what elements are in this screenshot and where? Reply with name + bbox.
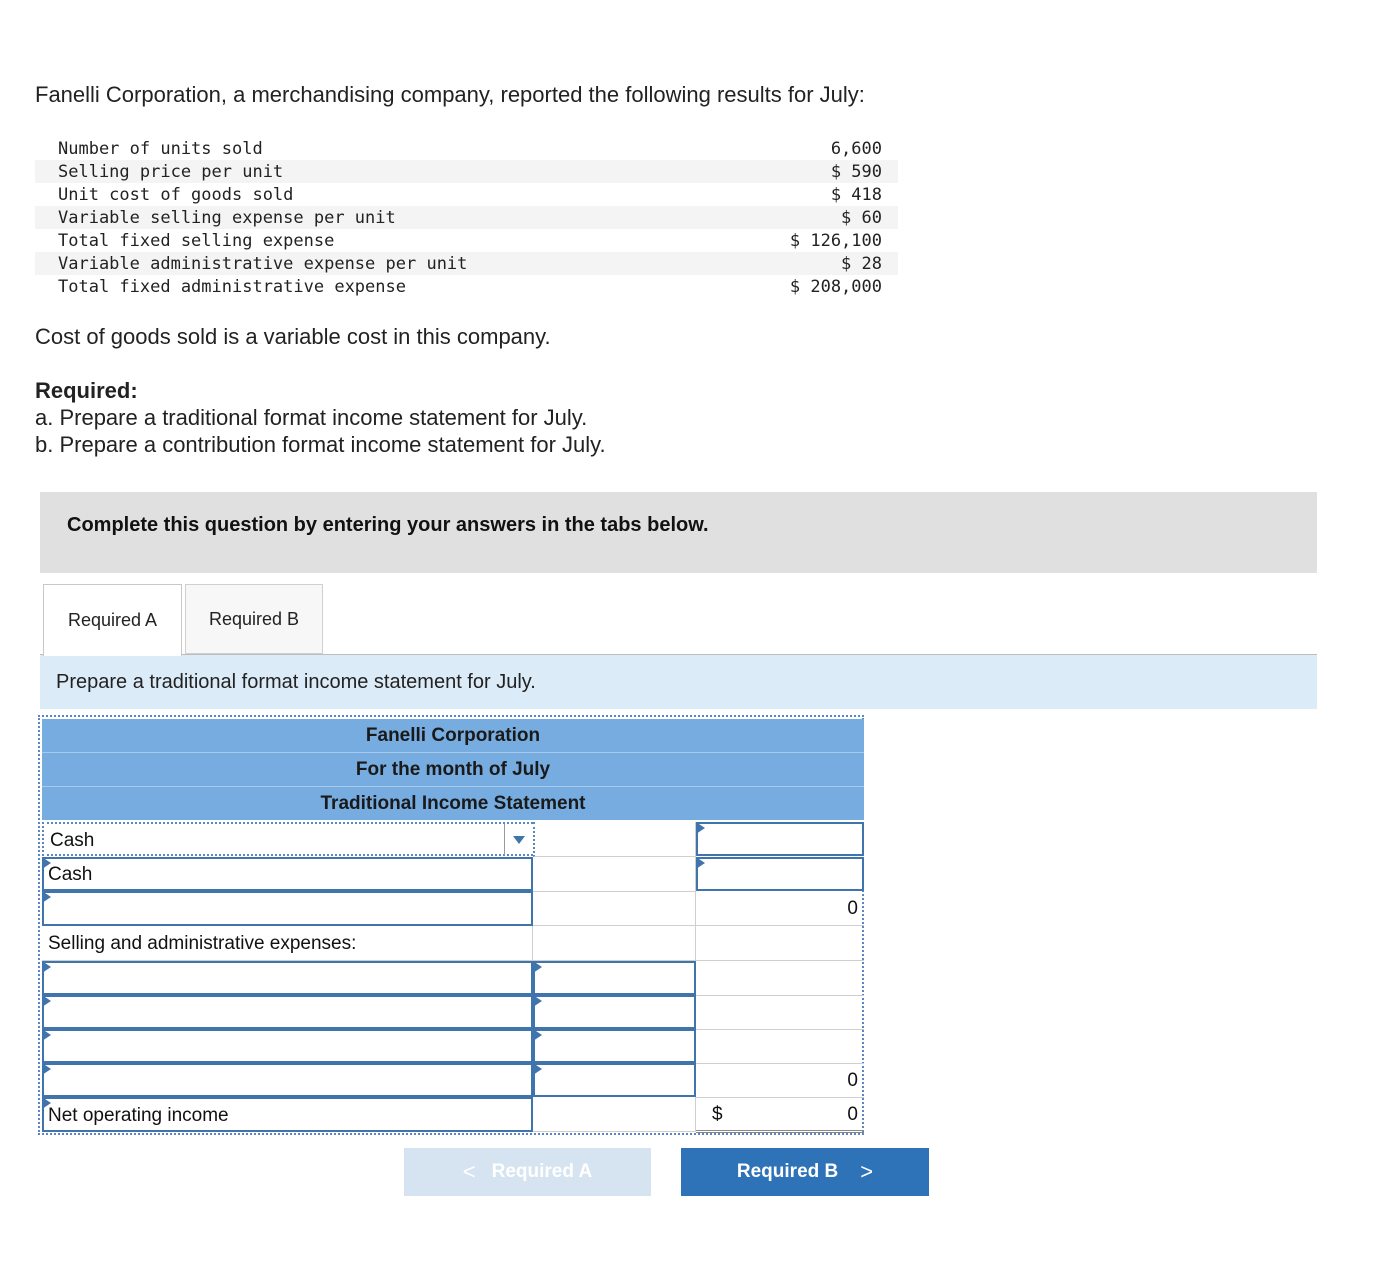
prev-required-a-button[interactable] <box>404 1148 651 1196</box>
given-row <box>35 275 898 298</box>
given-label: Unit cost of goods sold <box>58 184 294 205</box>
given-label: Variable administrative expense per unit <box>35 252 725 275</box>
instructions-banner <box>40 492 1317 573</box>
required-a-text: a. Prepare a traditional format income statement for July. <box>35 405 588 430</box>
required-b-text: b. Prepare a contribution format income statement for July. <box>35 432 606 457</box>
row3-subtotal-value: 0 <box>847 898 858 919</box>
given-value: $ 208,000 <box>789 276 882 297</box>
expense-row4-account-input[interactable] <box>42 1063 533 1097</box>
row1-account-select[interactable] <box>42 822 533 856</box>
noi-value: 0 <box>847 1104 858 1125</box>
noi-col2-cell <box>533 1097 696 1132</box>
statement-period: For the month of July <box>42 753 864 786</box>
prev-button-label: Required A <box>491 1161 593 1182</box>
row2-amount-input[interactable] <box>696 857 864 891</box>
given-label: Number of units sold <box>58 138 263 159</box>
noi-dollar-sign: $ <box>712 1104 723 1125</box>
expense-row3-amount-input[interactable] <box>533 1029 696 1063</box>
next-button-label: Required B <box>736 1161 839 1182</box>
given-value: 6,600 <box>830 138 882 159</box>
chevron-down-icon[interactable] <box>504 824 533 855</box>
tab-instruction <box>40 655 1317 709</box>
expense-row2-account-input[interactable] <box>42 995 533 1029</box>
row1-select-value: Cash <box>50 830 95 851</box>
given-value: $ 60 <box>725 206 898 229</box>
noi-label: Net operating income <box>48 1105 229 1126</box>
next-required-b-button[interactable] <box>681 1148 929 1196</box>
given-row <box>35 206 898 229</box>
expense-row2-amount-input[interactable] <box>533 995 696 1029</box>
problem-intro: Fanelli Corporation, a merchandising company, reported the following results for July: <box>35 82 865 107</box>
given-row <box>35 183 898 206</box>
statement-company-name: Fanelli Corporation <box>42 719 864 752</box>
given-row <box>35 252 898 275</box>
given-row <box>35 160 898 183</box>
expense-row2-col3-cell <box>696 995 864 1030</box>
row3-subtotal-cell <box>696 891 864 926</box>
sga-col2-cell <box>533 926 696 961</box>
expense-row3-account-input[interactable] <box>42 1029 533 1063</box>
row2-col2-cell <box>533 857 696 892</box>
sga-col3-cell <box>696 926 864 961</box>
expense-row1-amount-input[interactable] <box>533 961 696 995</box>
tab-required-b[interactable]: Required B <box>185 584 323 654</box>
sga-total-value: 0 <box>847 1070 858 1091</box>
row1-col2-cell <box>533 822 696 857</box>
expense-row1-account-input[interactable] <box>42 961 533 995</box>
row3-col2-cell <box>533 891 696 926</box>
row2-account-input[interactable] <box>42 857 533 891</box>
income-statement-worksheet <box>38 715 864 1135</box>
chevron-right-icon: > <box>860 1159 874 1184</box>
given-label: Variable selling expense per unit <box>35 206 725 229</box>
given-label: Selling price per unit <box>35 160 725 183</box>
given-data-table <box>35 137 898 298</box>
given-value: $ 590 <box>725 160 898 183</box>
given-row <box>35 137 898 160</box>
expense-row1-col3-cell <box>696 961 864 996</box>
tab-required-a[interactable]: Required A <box>43 584 182 656</box>
chevron-left-icon: < <box>462 1159 476 1184</box>
given-value: $ 28 <box>725 252 898 275</box>
given-value: $ 126,100 <box>789 230 882 251</box>
banner-text: Complete this question by entering your answers in the tabs below. <box>67 514 709 536</box>
cogs-note: Cost of goods sold is a variable cost in this company. <box>35 324 551 349</box>
given-value: $ 418 <box>830 184 882 205</box>
sga-total-cell <box>696 1063 864 1098</box>
sga-label: Selling and administrative expenses: <box>48 933 357 954</box>
given-row <box>35 229 898 252</box>
required-heading: Required: <box>35 378 138 403</box>
sga-label-cell <box>42 926 533 961</box>
noi-label-input[interactable] <box>42 1097 533 1132</box>
expense-row3-col3-cell <box>696 1029 864 1064</box>
row3-account-input[interactable] <box>42 891 533 926</box>
tab-instruction-text: Prepare a traditional format income statement for July. <box>56 671 536 693</box>
row1-amount-input[interactable] <box>696 822 864 856</box>
expense-row4-amount-input[interactable] <box>533 1063 696 1097</box>
row2-account-value: Cash <box>48 864 93 885</box>
noi-total-cell <box>696 1097 864 1133</box>
given-label: Total fixed selling expense <box>58 230 335 251</box>
given-label: Total fixed administrative expense <box>58 276 406 297</box>
statement-title: Traditional Income Statement <box>42 787 864 820</box>
